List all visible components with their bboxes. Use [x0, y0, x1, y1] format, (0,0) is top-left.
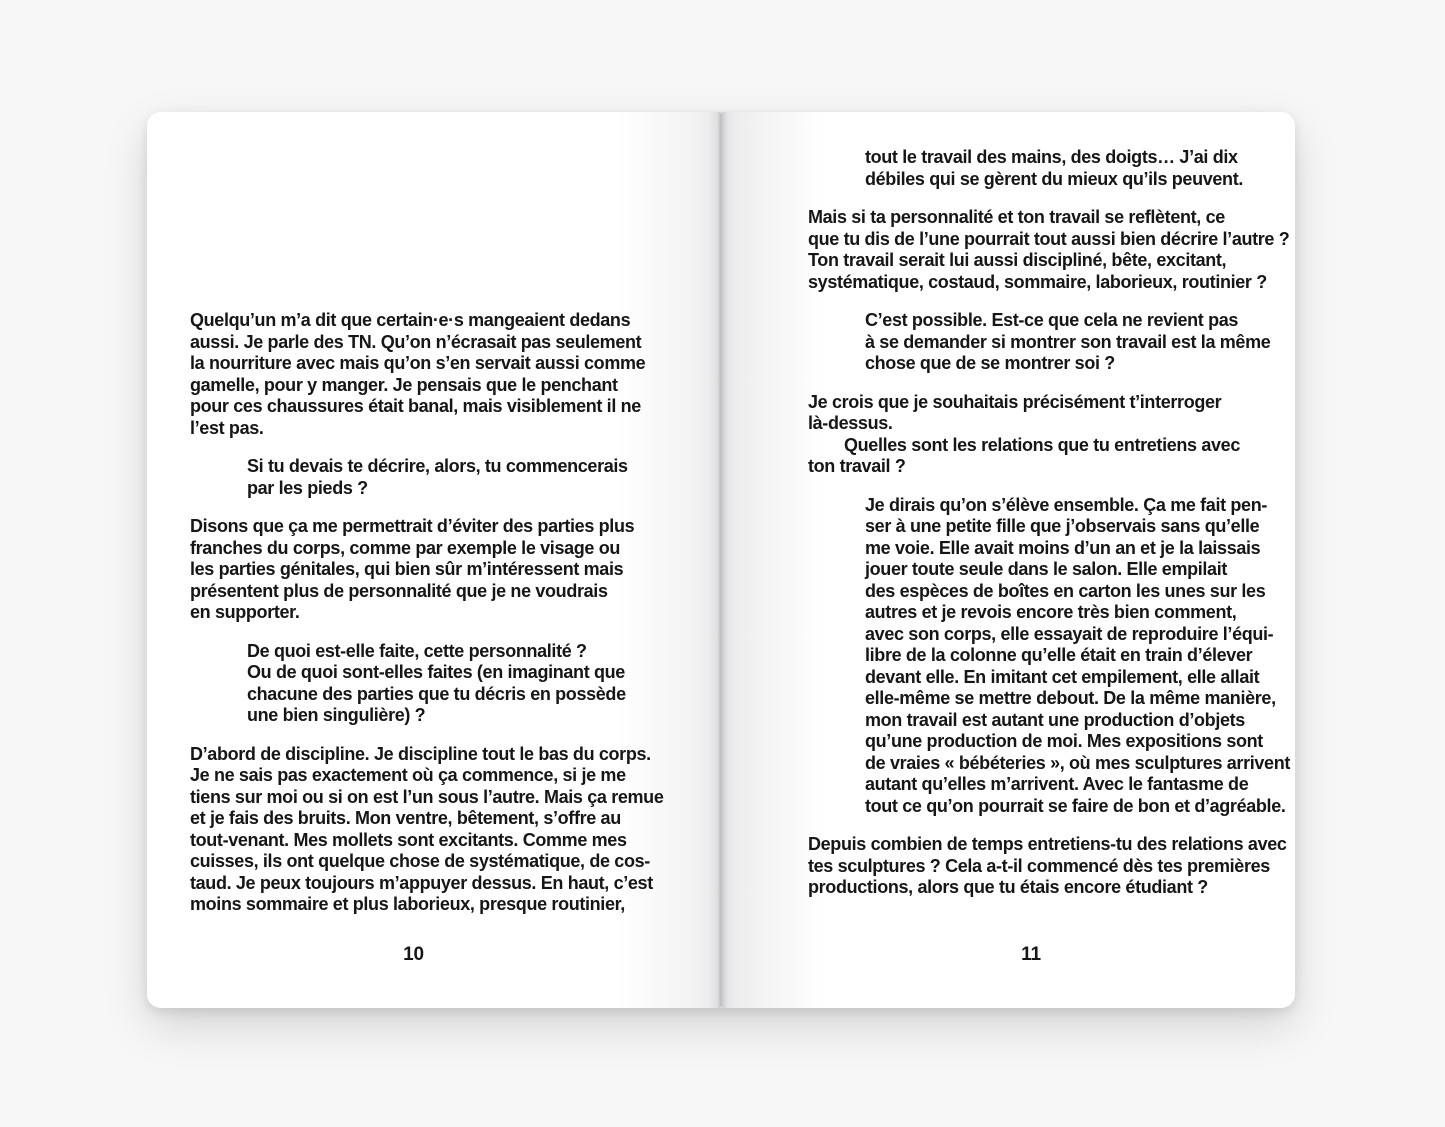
text-line: tout-venant. Mes mollets sont excitants. Comme mes [190, 829, 627, 850]
text-line: Ou de quoi sont-elles faites (en imaginant que [247, 662, 625, 682]
page-number-right: 11 [1021, 944, 1041, 965]
text-line: gamelle, pour y manger. Je pensais que le penchant [190, 374, 618, 395]
text-line: Quelqu’un m’a dit que certain·e·s mangeaient dedans [190, 310, 631, 330]
text-line: devant elle. En imitant cet empilement, elle allait [865, 666, 1260, 687]
text-line: Je dirais qu’on s’élève ensemble. Ça me fait pen- [865, 494, 1268, 515]
text-line: la nourriture avec mais qu’on s’en servait aussi comme [190, 353, 646, 373]
text-line: chose que de se montrer soi ? [865, 353, 1115, 373]
text-line: Disons que ça me permettrait d’éviter des parties plus [190, 516, 635, 536]
paragraph [808, 834, 1290, 899]
page-10-text-column [190, 310, 663, 933]
paragraph [190, 516, 663, 624]
text-line: des espèces de boîtes en carton les unes sur les [865, 580, 1266, 601]
paragraph [247, 456, 663, 499]
paragraph [865, 495, 1290, 818]
text-line: et je fais des bruits. Mon ventre, bêtement, s’offre au [190, 808, 621, 828]
text-line: une bien singulière) ? [247, 705, 426, 725]
text-line: me voie. Elle avait moins d’un an et je la laissais [865, 537, 1261, 558]
text-line: mon travail est autant une production d’objets [865, 709, 1245, 730]
open-book-spread [147, 112, 1295, 1008]
paragraph [247, 641, 663, 727]
text-line: qu’une production de moi. Mes expositions sont [865, 731, 1263, 751]
text-line: là-dessus. [808, 413, 893, 433]
paragraph [865, 147, 1290, 190]
text-line: ton travail ? [808, 456, 906, 476]
text-line: Ton travail serait lui aussi discipliné, bête, excitant, [808, 250, 1227, 270]
text-line: à se demander si montrer son travail est la même [865, 331, 1271, 352]
text-line: pour ces chaussures était banal, mais visiblement il ne [190, 396, 641, 416]
text-line: franches du corps, comme par exemple le visage ou [190, 537, 621, 558]
page-number-left: 10 [403, 944, 424, 965]
text-line: Depuis combien de temps entretiens-tu des relations avec [808, 834, 1287, 854]
text-line: elle-même se mettre debout. De la même manière, [865, 688, 1276, 708]
text-line: l’est pas. [190, 417, 264, 438]
text-line: libre de la colonne qu’elle était en train d’élever [865, 645, 1253, 665]
paragraph [190, 744, 663, 916]
text-line: Quelles sont les relations que tu entretiens avec [844, 434, 1240, 455]
text-line: Mais si ta personnalité et ton travail se reflètent, ce [808, 207, 1225, 227]
text-line: autres et je revois encore très bien comment, [865, 602, 1237, 622]
text-line: débiles qui se gèrent du mieux qu’ils peuvent. [865, 168, 1243, 189]
text-line: ser à une petite fille que j’observais sans qu’elle [865, 516, 1260, 536]
text-line: systématique, costaud, sommaire, laborieux, routinier ? [808, 271, 1267, 292]
paragraph [808, 207, 1290, 293]
text-line: que tu dis de l’une pourrait tout aussi bien décrire l’autre ? [808, 228, 1290, 249]
text-line: de vraies « bébéteries », où mes sculptures arrivent [865, 752, 1291, 773]
book-page-left [147, 112, 721, 1008]
text-line: chacune des parties que tu décris en possède [247, 683, 626, 704]
text-line: Je ne sais pas exactement où ça commence, si je me [190, 765, 626, 785]
text-line: tout ce qu’on pourrait se faire de bon et d’agréable. [865, 795, 1286, 816]
paragraph [808, 392, 1290, 478]
text-line: De quoi est-elle faite, cette personnalité ? [247, 640, 587, 661]
text-line: moins sommaire et plus laborieux, presque routinier, [190, 894, 625, 914]
text-line: cuisses, ils ont quelque chose de systématique, de cos- [190, 851, 650, 871]
text-line: taud. Je peux toujours m’appuyer dessus. En haut, c’est [190, 872, 653, 893]
text-line: Je crois que je souhaitais précisément t’interroger [808, 391, 1222, 412]
text-line: productions, alors que tu étais encore étudiant ? [808, 877, 1208, 897]
text-line: tout le travail des mains, des doigts… J’ai dix [865, 147, 1238, 167]
text-line: C’est possible. Est-ce que cela ne revient pas [865, 310, 1239, 330]
text-line: par les pieds ? [247, 477, 368, 498]
text-line: D’abord de discipline. Je discipline tout le bas du corps. [190, 743, 651, 764]
text-line: les parties génitales, qui bien sûr m’intéressent mais [190, 559, 624, 579]
text-line: présentent plus de personnalité que je ne voudrais [190, 580, 608, 601]
text-line: jouer toute seule dans le salon. Elle empilait [865, 559, 1228, 579]
text-line: avec son corps, elle essayait de reproduire l’équi- [865, 623, 1274, 644]
book-page-right [721, 112, 1295, 1008]
text-line: Si tu devais te décrire, alors, tu commencerais [247, 456, 628, 476]
paragraph [865, 310, 1290, 375]
text-line: tes sculptures ? Cela a-t-il commencé dès tes premières [808, 855, 1270, 876]
text-line: tiens sur moi ou si on est l’un sous l’autre. Mais ça remue [190, 786, 664, 807]
text-line: autant qu’elles m’arrivent. Avec le fantasme de [865, 774, 1249, 794]
page-11-text-column [808, 147, 1290, 916]
text-line: en supporter. [190, 602, 300, 622]
text-line: aussi. Je parle des TN. Qu’on n’écrasait pas seulement [190, 331, 642, 352]
paragraph [190, 310, 663, 439]
